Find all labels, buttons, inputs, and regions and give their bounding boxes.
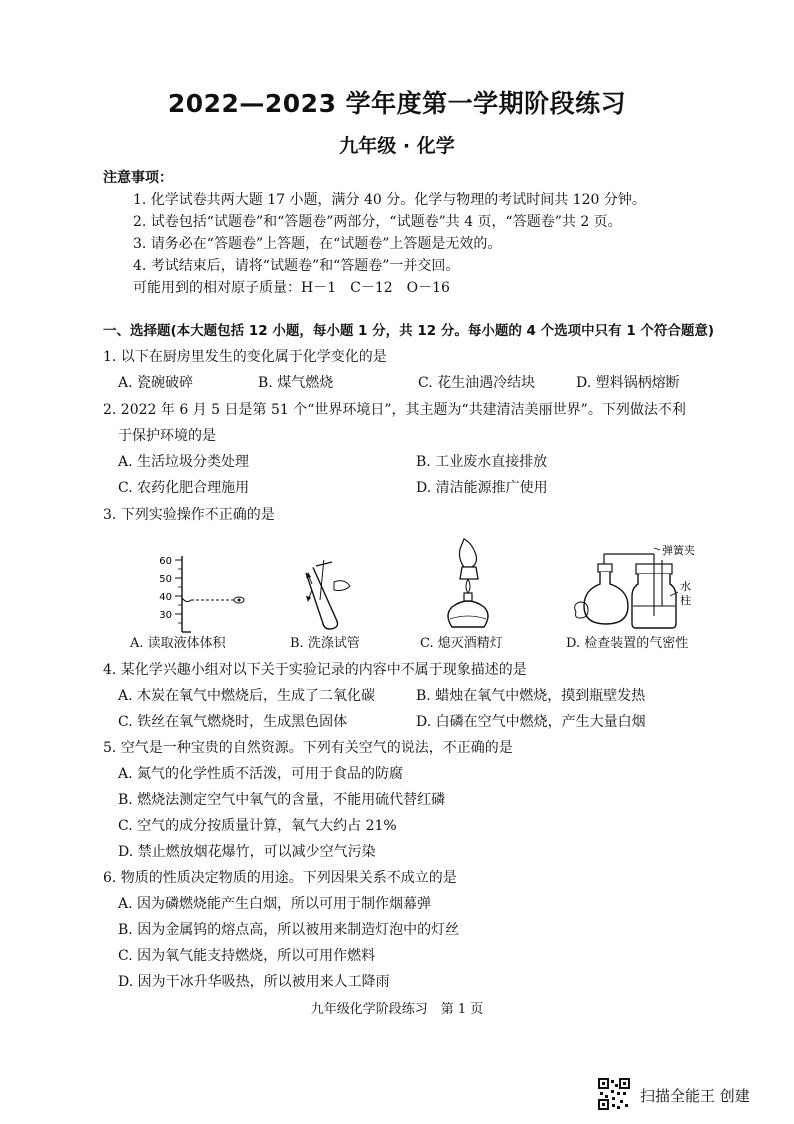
option-c: C. 空气的成分按质量计算，氧气大约占 21% [118,818,397,834]
water-label: 水 [680,580,691,593]
option-d: D. 清洁能源推广使用 [416,480,548,496]
notice-item: 2. 试卷包括“试题卷”和“答题卷”两部分，“试题卷”共 4 页，“答题卷”共 2 页。 [133,214,622,230]
option-c: C. 花生油遇冷结块 [418,375,536,391]
scale-label: 30 [159,610,172,621]
question-stem: 2. 2022 年 6 月 5 日是第 51 个“世界环境日”，其主题为“共建清洁美丽世界”。下列做法不利 [103,402,686,418]
atomic-masses: 可能用到的相对原子质量：H－1 C－12 O－16 [133,280,450,296]
notice-item: 1. 化学试卷共两大题 17 小题，满分 40 分。化学与物理的考试时间共 120 分钟。 [133,192,646,208]
option-b: B. 因为金属钨的熔点高，所以被用来制造灯泡中的灯丝 [118,922,460,938]
section-heading: 一、选择题(本大题包括 12 小题，每小题 1 分，共 12 分。每小题的 4 个选项中只有 1 个符合题意) [103,323,715,339]
option-a: A. 氮气的化学性质不活泼，可用于食品的防腐 [118,766,404,782]
page-subtitle: 九年级 · 化学 [339,135,455,157]
question-stem: 6. 物质的性质决定物质的用途。下列因果关系不成立的是 [103,870,457,886]
page-title: 2022—2023 学年度第一学期阶段练习 [167,89,627,118]
question-stem: 5. 空气是一种宝贵的自然资源。下列有关空气的说法，不正确的是 [103,740,513,756]
option-b: B. 煤气燃烧 [258,375,334,391]
scanner-watermark: 扫描全能王 创建 [640,1087,750,1105]
scale-label: 50 [159,574,172,585]
figure-c-caption: C. 熄灭酒精灯 [420,636,503,651]
option-d: D. 因为干冰升华吸热，所以被用来人工降雨 [118,974,390,990]
notice-item: 4. 考试结束后，请将“试题卷”和“答题卷”一并交回。 [133,258,460,274]
airtightness-check-figure [566,540,706,634]
option-c: C. 农药化肥合理施用 [118,480,250,496]
qr-code-icon [598,1078,630,1110]
option-a: A. 瓷碗破碎 [118,375,194,391]
scale-label: 40 [159,592,172,603]
figure-d-caption: D. 检查装置的气密性 [566,636,689,651]
option-b: B. 燃烧法测定空气中氧气的含量，不能用硫代替红磷 [118,792,446,808]
question-stem-cont: 于保护环境的是 [118,428,216,444]
test-tube-washing-figure [298,560,358,632]
question-stem: 3. 下列实验操作不正确的是 [103,507,275,523]
option-a: A. 因为磷燃烧能产生白烟，所以可用于制作烟幕弹 [118,896,432,912]
option-a: A. 生活垃圾分类处理 [118,454,250,470]
notice-heading: 注意事项： [103,170,173,186]
option-b: B. 蜡烛在氧气中燃烧，摸到瓶壁发热 [416,688,646,704]
option-d: D. 白磷在空气中燃烧，产生大量白烟 [416,714,646,730]
figure-b-caption: B. 洗涤试管 [290,636,360,651]
spring-clip-label: 弹簧夹 [662,544,695,557]
option-c: C. 因为氧气能支持燃烧，所以可用作燃料 [118,948,376,964]
column-label: 柱 [680,594,691,607]
option-d: D. 禁止燃放烟花爆竹，可以减少空气污染 [118,844,376,860]
question-stem: 4. 某化学兴趣小组对以下关于实验记录的内容中不属于现象描述的是 [103,662,527,678]
option-c: C. 铁丝在氧气燃烧时，生成黑色固体 [118,714,348,730]
alcohol-lamp-figure [438,537,498,633]
option-a: A. 木炭在氧气中燃烧后，生成了二氧化碳 [118,688,376,704]
graduated-cylinder-figure [135,552,255,634]
option-b: B. 工业废水直接排放 [416,454,548,470]
page-footer: 九年级化学阶段练习 第 1 页 [310,1002,484,1017]
option-d: D. 塑料锅柄熔断 [576,375,680,391]
question-stem: 1. 以下在厨房里发生的变化属于化学变化的是 [103,349,387,365]
figure-a-caption: A. 读取液体体积 [130,636,226,651]
notice-item: 3. 请务必在“答题卷”上答题，在“试题卷”上答题是无效的。 [133,236,502,252]
scale-label: 60 [159,556,172,567]
